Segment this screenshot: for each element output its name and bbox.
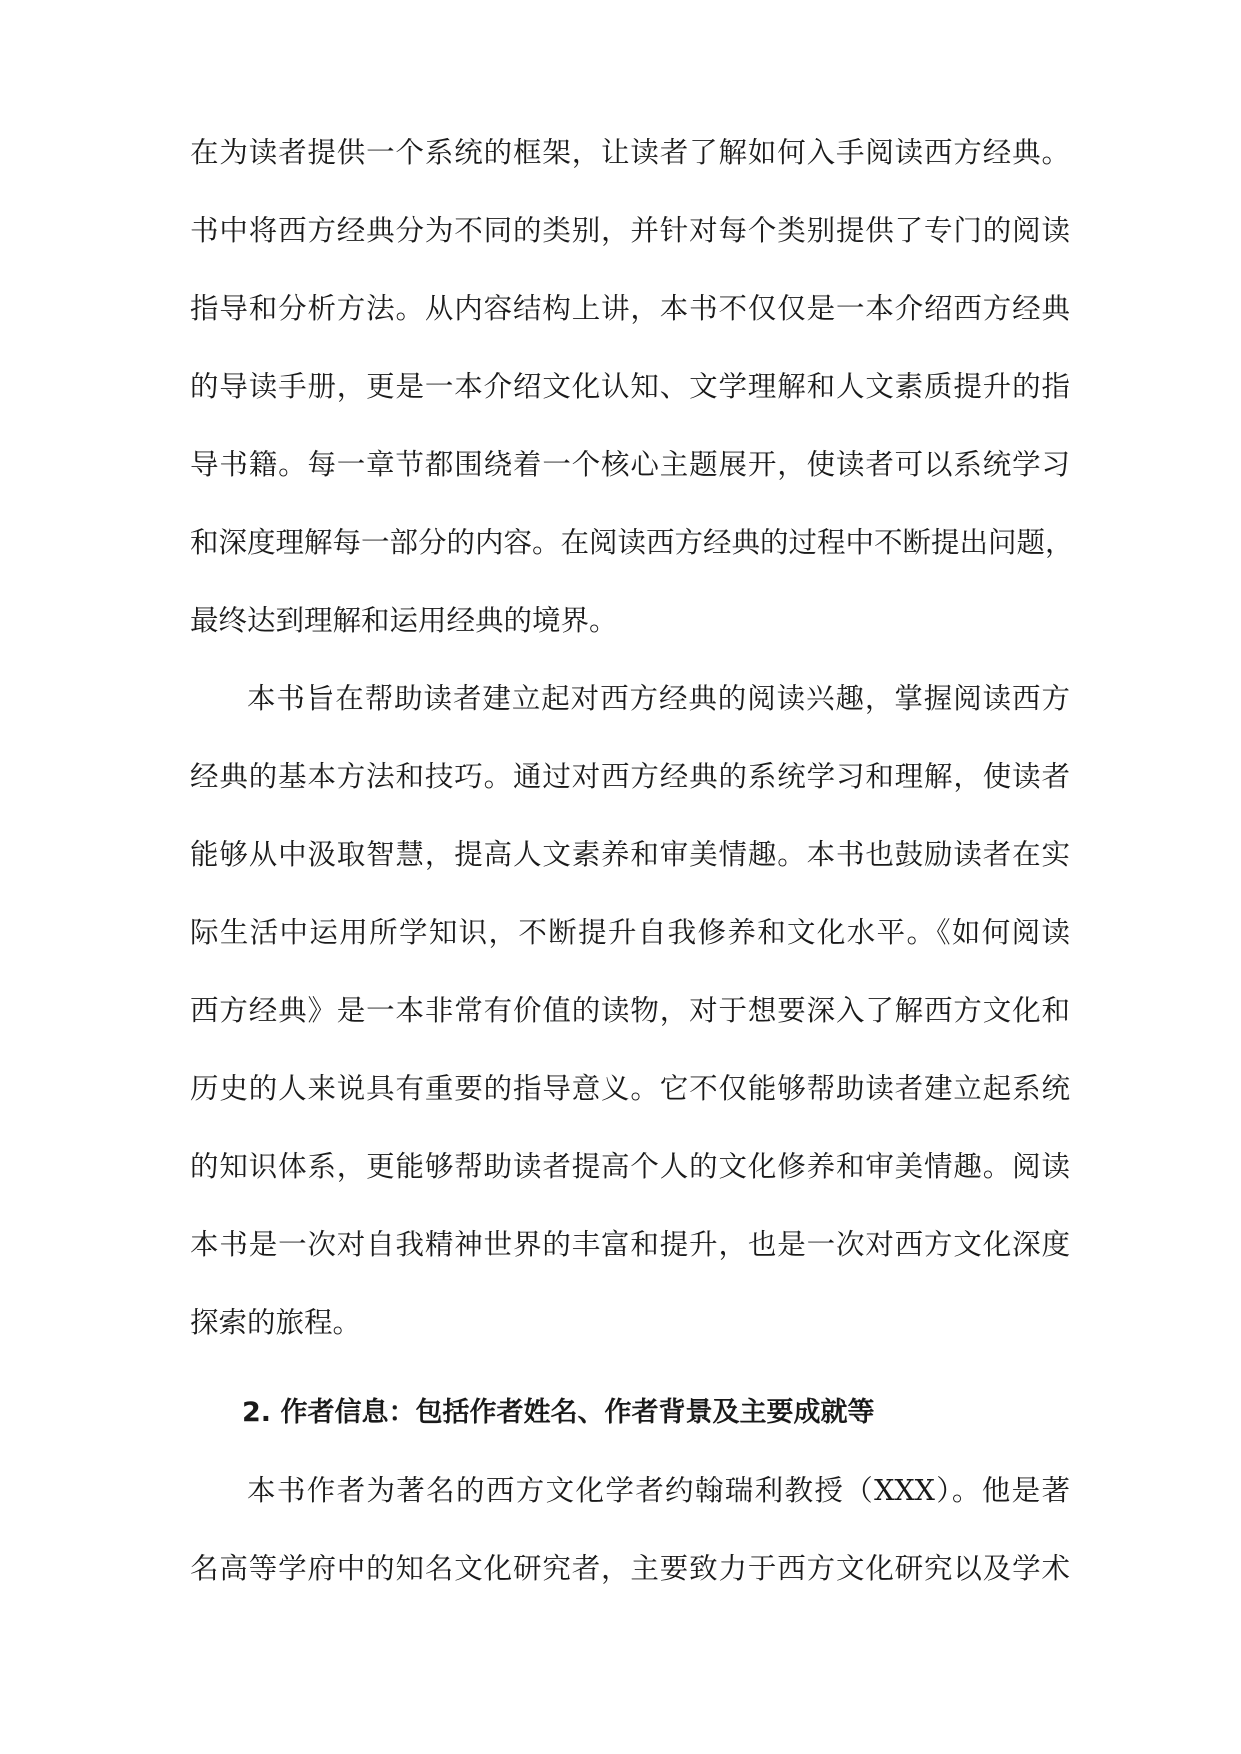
paragraph-3-line-2: 名高等学府中的知名文化研究者，主要致力于西方文化研究以及学术 [190, 1552, 1070, 1585]
paragraph-1-line-6: 和深度理解每一部分的内容。在阅读西方经典的过程中不断提出问题， [190, 526, 1074, 559]
section-heading: 2. 作者信息：包括作者姓名、作者背景及主要成就等 [242, 1397, 875, 1428]
paragraph-1-line-7: 最终达到理解和运用经典的境界。 [190, 604, 618, 637]
paragraph-2-line-7: 的知识体系，更能够帮助读者提高个人的文化修养和审美情趣。阅读 [190, 1150, 1070, 1183]
paragraph-2-line-6: 历史的人来说具有重要的指导意义。它不仅能够帮助读者建立起系统 [190, 1072, 1070, 1105]
paragraph-2-line-9: 探索的旅程。 [190, 1306, 362, 1339]
paragraph-2-line-8: 本书是一次对自我精神世界的丰富和提升，也是一次对西方文化深度 [190, 1228, 1070, 1261]
paragraph-1-line-2: 书中将西方经典分为不同的类别，并针对每个类别提供了专门的阅读 [190, 214, 1070, 247]
paragraph-3-line-1: 本书作者为著名的西方文化学者约翰瑞利教授（XXX）。他是著 [247, 1474, 1070, 1507]
paragraph-2-line-1: 本书旨在帮助读者建立起对西方经典的阅读兴趣，掌握阅读西方 [247, 682, 1070, 715]
paragraph-2-line-2: 经典的基本方法和技巧。通过对西方经典的系统学习和理解，使读者 [190, 760, 1070, 793]
paragraph-2-line-4: 际生活中运用所学知识，不断提升自我修养和文化水平。《如何阅读 [190, 916, 1070, 949]
paragraph-2-line-5: 西方经典》是一本非常有价值的读物，对于想要深入了解西方文化和 [190, 994, 1070, 1027]
paragraph-2-line-3: 能够从中汲取智慧，提高人文素养和审美情趣。本书也鼓励读者在实 [190, 838, 1070, 871]
paragraph-1-line-3: 指导和分析方法。从内容结构上讲，本书不仅仅是一本介绍西方经典 [190, 292, 1070, 325]
paragraph-1-line-5: 导书籍。每一章节都围绕着一个核心主题展开，使读者可以系统学习 [190, 448, 1070, 481]
paragraph-1-line-1: 在为读者提供一个系统的框架，让读者了解如何入手阅读西方经典。 [190, 136, 1070, 169]
paragraph-1-line-4: 的导读手册，更是一本介绍文化认知、文学理解和人文素质提升的指 [190, 370, 1070, 403]
